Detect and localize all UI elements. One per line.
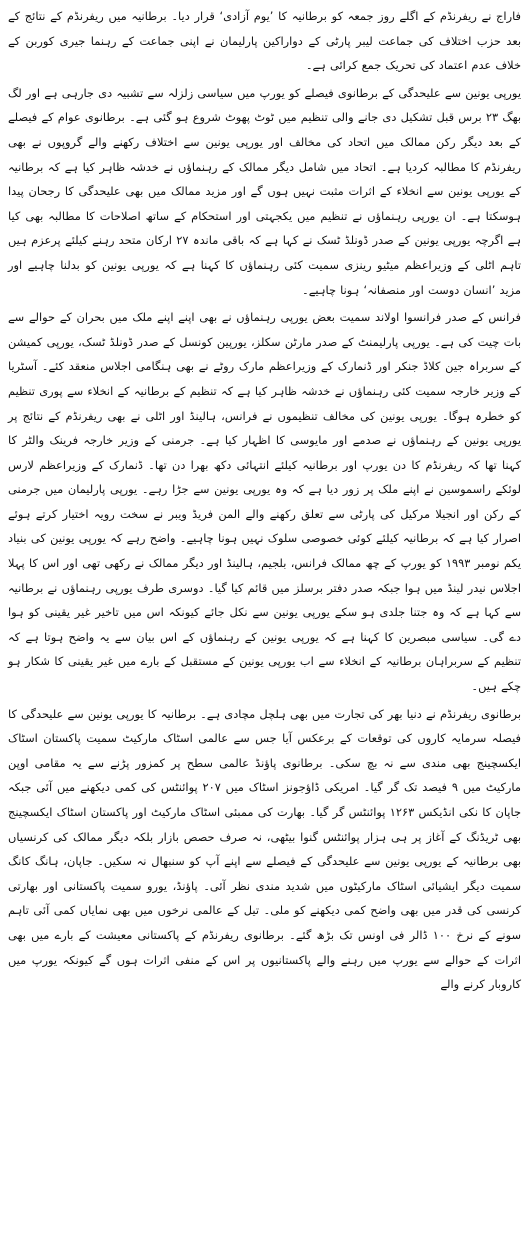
article-paragraph-3: فرانس کے صدر فرانسوا اولاند سمیت بعض یورپی رہنماؤں نے بھی اپنے اپنے ملک میں بحران کے حوالے سے بات چیت کی ہے۔ یورپی پارلیمنٹ کے صدر مارٹن سکلز، یورپین کونسل کے صدر ڈونلڈ ٹسک، یورپی کمیشن کے سربراہ جین کلاڈ جنکر اور ڈنمارک کے وزیراعظم مارک روٹے نے بھی ہنگامی اجلاس منعقد کئے۔ آسٹریا کے وزیر خارجہ سمیت کئی رہنماؤں نے خدشہ ظاہر کیا ہے کہ تنظیم کے برطانیہ کے انخلاء سے پوری تنظیم کو خطرہ ہوگا۔ یورپی یونین کی مخالف تنظیموں نے فرانس، ہالینڈ اور اٹلی نے بھی ریفرنڈم کے نتائج پر یورپی یونین کے رہنماؤں نے صدمے اور مایوسی کا اظہار کیا ہے۔ جرمنی کے وزیر خارجہ فرینک والٹر کا کہنا تھا کہ ریفرنڈم کا دن یورپ اور برطانیہ کیلئے انتہائی دکھ بھرا دن تھا۔ ڈنمارک کے وزیراعظم لارس لوئکے راسموسین نے اپنے ملک پر زور دیا ہے کہ وہ یورپی یونین سے جڑا رہے۔ یورپی پارلیمان میں جرمنی کے رکن اور انجیلا مرکیل کی پارٹی سے تعلق رکھنے والے المن فریڈ ویبر نے سخت رویہ اختیار کرتے ہوئے اصرار کیا ہے کہ برطانیہ کیلئے کوئی خصوصی سلوک نہیں ہونا چاہیے۔ واضح رہے کہ یورپی یونین کی بنیاد یکم نومبر ۱۹۹۳ کو یورپ کے چھ ممالک فرانس، بلجیم، ہالینڈ اور دیگر ممالک نے رکھی تھی اور اس کا پہلا اجلاس نیدر لینڈ میں ہوا جبکہ صدر دفتر برسلز میں قائم کیا گیا۔ دوسری طرف یورپی رہنماؤں نے برطانیہ سے کہا ہے کہ وہ جتنا جلدی ہو سکے یورپی یونین سے نکل جائے کیونکہ اس میں تاخیر غیر یقینی کو ہوا دے گی۔ سیاسی مبصرین کا کہنا ہے کہ یورپی یونین کے رہنماؤں کے اس بیان سے یہ واضح ہوتا ہے کہ تنظیم کے سربراہان برطانیہ کے انخلاء سے اب یورپی یونین کے مستقبل کے بارے میں غیر یقینی کا شکار ہو چکے ہیں۔ [8,310,521,694]
article-paragraph-4: برطانوی ریفرنڈم نے دنیا بھر کی تجارت میں بھی ہلچل مچادی ہے۔ برطانیہ کا یورپی یونین سے علیحدگی کا فیصلہ سرمایہ کاروں کی توقعات کے برعکس آیا جس سے عالمی اسٹاک مارکیٹ سمیت پاکستان اسٹاک ایکسچینج بھی مندی سے نہ بچ سکی۔ برطانوی پاؤنڈ عالمی سطح پر کمزور پڑنے سے یہ مقامی اوپن مارکیٹ میں ۹ فیصد تک گر گیا۔ امریکی ڈاؤجونز اسٹاک میں ۲۰۷ پوائنٹس کی کمی دیکھنے میں آئی جبکہ جاپان کا نکی انڈیکس ۱۲۶۳ پوائنٹس گر گیا۔ بھارت کی ممبئی اسٹاک مارکیٹ اور پاکستان اسٹاک ایکسچینج بھی ٹریڈنگ کے آغاز پر ہی ہزار پوائنٹس گنوا بیٹھی، نہ صرف حصص بازار بلکہ دیگر ممالک کی کرنسیاں بھی برطانیہ کے یورپی یونین سے علیحدگی کے فیصلے سے اپنے آپ کو سنبھال نہ سکیں۔ جاپان، ہانگ کانگ سمیت دیگر ایشیائی اسٹاک مارکیٹوں میں شدید مندی نظر آئی۔ پاؤنڈ، یورو سمیت پاکستانی اور بھارتی کرنسی کی قدر میں بھی واضح کمی دیکھنے کو ملی۔ تیل کے عالمی نرخوں میں بھی نمایاں کمی آئی تاہم سونے کے نرخ ۱۰۰ ڈالر فی اونس تک بڑھ گئے۔ برطانوی ریفرنڈم کے پاکستانی معیشت کے بارے میں بھی اثرات کے حوالے سے یورپ میں رہنے والے پاکستانیوں پر اس کے منفی اثرات ہوں گے کیونکہ یورپ میں کاروبار کرنے والے [8,706,521,992]
article-paragraph-2: یورپی یونین سے علیحدگی کے برطانوی فیصلے کو یورپ میں سیاسی زلزلہ سے تشبیہ دی جارہی ہے اور لگ بھگ ۲۳ برس قبل تشکیل دی جانے والی تنظیم میں ٹوٹ پھوٹ شروع ہو گئی ہے۔ برطانوی عوام کے فیصلے کے بعد دیگر رکن ممالک میں اتحاد کی مخالف اور یورپی یونین سے اختلاف رکھنے والے گروپوں نے بھی ریفرنڈم کا مطالبہ کردیا ہے۔ اتحاد میں شامل دیگر ممالک کے رہنماؤں نے خدشہ ظاہر کیا ہے کہ برطانیہ کے یورپی یونین سے انخلاء کے اثرات مثبت نہیں ہوں گے اور مزید ممالک میں بھی علیحدگی کا رجحان پیدا ہوسکتا ہے۔ ان یورپی رہنماؤں نے تنظیم میں یکجہتی اور استحکام کے ساتھ اصلاحات کا مطالبہ بھی کیا ہے اگرچہ یورپی یونین کے صدر ڈونلڈ ٹسک نے کہا ہے کہ باقی ماندہ ۲۷ ارکان متحد رہنے کیلئے پرعزم ہیں تاہم اٹلی کے وزیراعظم میٹیو رینزی سمیت کئی رہنماؤں کا کہنا ہے کہ یورپی یونین کو بدلنا چاہیے اور مزید ’انسان دوست اور منصفانہ‘ ہونا چاہیے۔ [8,85,522,297]
article-paragraph-1: فاراج نے ریفرنڈم کے اگلے روز جمعہ کو برطانیہ کا ’یوم آزادی‘ قرار دیا۔ برطانیہ میں ریفرنڈم کے نتائج کے بعد حزب اختلاف کی جماعت لیبر پارٹی کے دواراکین پارلیمان نے اپنی جماعت کے رہنما جیری کوربن کے خلاف عدم اعتماد کی تحریک جمع کرائی ہے۔ [8,9,521,73]
